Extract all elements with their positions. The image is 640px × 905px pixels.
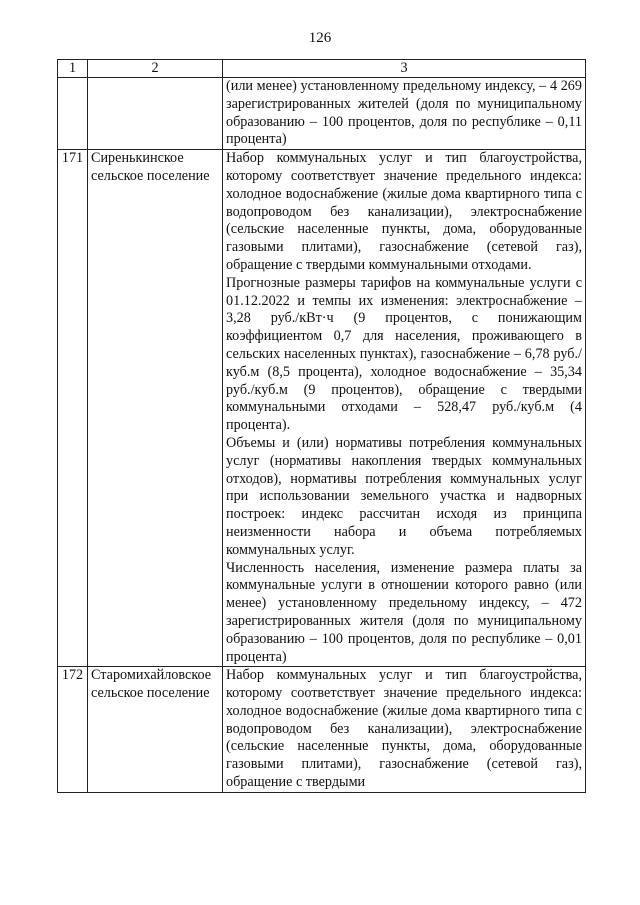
table-row <box>58 78 586 150</box>
description-paragraph: Набор коммунальных услуг и тип благоустройства, которому соответствует значение предельного индекса: холодное водоснабжение (жилые дома квартирного типа с водопроводом без канализации), электроснабжение (сельские населенные пункты, дома, оборудованные газовыми плитами), газоснабжение (сетевой газ), обращение с твердыми коммунальными отходами. <box>226 150 582 273</box>
description-paragraph: Численность населения, изменение размера платы за коммунальные услуги в отношении которого равно (или менее) установленному предельному индексу, – 472 зарегистрированных жителя (доля по муниципальному образованию – 100 процентов, доля по республике – 0,01 процента) <box>226 559 582 665</box>
table-header-row <box>58 60 586 78</box>
description-paragraph: Прогнозные размеры тарифов на коммунальные услуги с 01.12.2022 и темпы их изменения: электроснабжение – 3,28 руб./кВт·ч (9 процентов, с понижающим коэффициентом 0,7 для населения, проживающего в сельских населенных пунктах), газоснабжение – 6,78 руб./куб.м (8,5 процента), холодное водоснабжение – 35,34 руб./куб.м (9 процентов), обращение с твердыми коммунальными отходами – 528,47 руб./куб.м (4 процента). <box>226 274 582 434</box>
description-cell <box>223 667 586 793</box>
municipality-name <box>88 78 223 150</box>
row-number <box>58 78 88 150</box>
row-number: 172 <box>58 667 88 793</box>
description-paragraph: Набор коммунальных услуг и тип благоустройства, которому соответствует значение предельного индекса: холодное водоснабжение (жилые дома квартирного типа с водопроводом без канализации), электроснабжение (сельские населенные пункты, дома, оборудованные газовыми плитами), газоснабжение (сетевой газ), обращение с твердыми <box>226 667 582 791</box>
description-paragraph: (или менее) установленному предельному индексу, – 4 269 зарегистрированных жителей (доля по муниципальному образованию – 100 процентов, доля по республике – 0,11 процента) <box>226 78 582 148</box>
description-paragraph: Объемы и (или) нормативы потребления коммунальных услуг (нормативы накопления твердых коммунальных отходов), нормативы потребления коммунальных услуг при использовании земельного участка и надворных построек: индекс рассчитан исходя из принципа неизменности набора и объема потребляемых коммунальных услуг. <box>226 434 582 558</box>
header-cell-2: 2 <box>88 60 223 78</box>
page-number: 126 <box>308 30 332 46</box>
municipality-name: Сиренькинское сельское поселение <box>88 150 223 667</box>
row-number: 171 <box>58 150 88 667</box>
municipality-name: Старомихайловское сельское поселение <box>88 667 223 793</box>
table-row <box>58 667 586 793</box>
description-cell <box>223 150 586 667</box>
tariff-table <box>57 59 586 793</box>
table-row <box>58 150 586 667</box>
description-cell <box>223 78 586 150</box>
header-cell-3: 3 <box>223 60 586 78</box>
header-cell-1: 1 <box>58 60 88 78</box>
